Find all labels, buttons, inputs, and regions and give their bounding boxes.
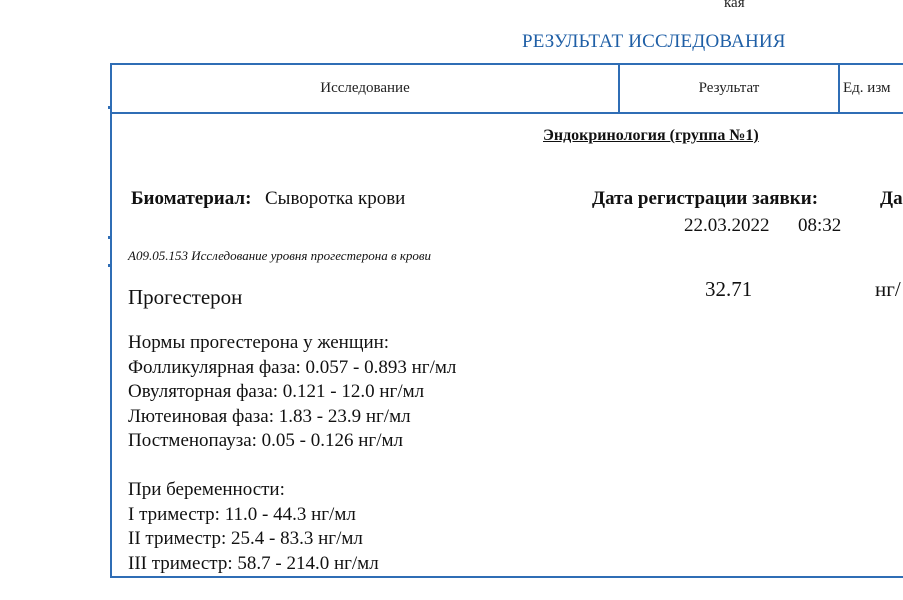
norm-line: Фолликулярная фаза: 0.057 - 0.893 нг/мл (128, 356, 457, 378)
biomaterial-label: Биоматериал: (131, 188, 252, 209)
border-tick (108, 264, 112, 267)
registration-date-label: Дата регистрации заявки: (592, 188, 819, 209)
spacer (128, 454, 456, 479)
column-header-result: Результат (698, 80, 760, 96)
norm-line: Овуляторная фаза: 0.121 - 12.0 нг/мл (128, 381, 425, 402)
biomaterial-value: Сыворотка крови (265, 188, 406, 209)
registration-date-value: 22.03.2022 (684, 215, 770, 236)
pregnancy-line: I триместр: 11.0 - 44.3 нг/мл (128, 503, 356, 525)
registration-time-value: 08:32 (798, 215, 842, 236)
document-title: РЕЗУЛЬТАТ ИССЛЕДОВАНИЯ (522, 31, 786, 52)
border-tick (108, 236, 112, 239)
section-heading: Эндокринология (группа №1) (543, 127, 759, 144)
pregnancy-line: II триместр: 25.4 - 83.3 нг/мл (128, 528, 363, 549)
test-code-line: A09.05.153 Исследование уровня прогестерона в крови (128, 248, 432, 263)
border-tick (108, 106, 112, 109)
next-column-label: Да (880, 188, 903, 209)
result-unit: нг/ (875, 277, 901, 301)
header-text-fragment: кая (724, 0, 745, 11)
table-header-row (112, 65, 903, 114)
column-header-study: Исследование (320, 80, 410, 96)
pregnancy-heading: При беременности: (128, 479, 285, 500)
norm-line: Лютеиновая фаза: 1.83 - 23.9 нг/мл (128, 405, 411, 427)
pregnancy-line: III триместр: 58.7 - 214.0 нг/мл (128, 552, 379, 574)
norm-line: Постменопауза: 0.05 - 0.126 нг/мл (128, 430, 403, 451)
analyte-name: Прогестерон (128, 285, 243, 309)
norms-heading: Нормы прогестерона у женщин: (128, 332, 390, 353)
results-table (110, 63, 903, 578)
result-value: 32.71 (705, 277, 753, 301)
column-header-unit: Ед. изм (843, 80, 891, 96)
reference-notes (128, 331, 456, 576)
